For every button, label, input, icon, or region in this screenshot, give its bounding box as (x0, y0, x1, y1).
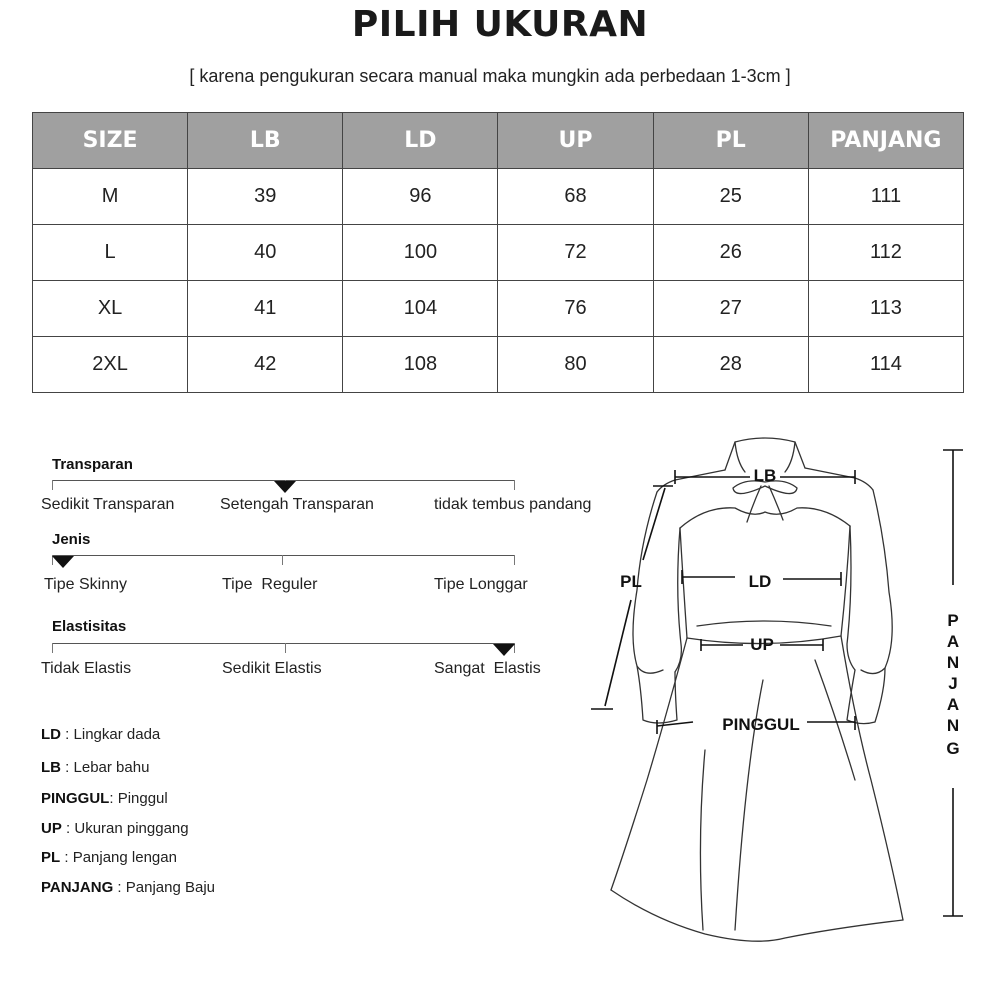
table-cell: 72 (498, 225, 653, 281)
scale-option: Sedikit Transparan (41, 496, 175, 513)
legend-abbr: PANJANG (41, 879, 114, 896)
table-cell: 39 (188, 169, 343, 225)
lb-label: LB (753, 466, 777, 485)
table-cell: 41 (188, 281, 343, 337)
size-table (32, 112, 964, 393)
table-cell: 108 (343, 337, 498, 393)
table-cell: 42 (188, 337, 343, 393)
scale-elastisitas-label: Elastisitas (52, 618, 127, 635)
legend-abbr: PL (41, 849, 61, 866)
table-cell: 2XL (33, 337, 188, 393)
scale-tick (285, 643, 286, 653)
legend-item (41, 849, 177, 866)
table-cell: 80 (498, 337, 653, 393)
table-cell: 26 (653, 225, 808, 281)
panjang-letter: N (946, 716, 960, 735)
page-title: PILIH UKURAN (351, 4, 649, 45)
scale-tick (52, 480, 53, 490)
legend-text: Lebar bahu (73, 759, 150, 776)
table-row (33, 225, 964, 281)
legend-text: Ukuran pinggang (74, 820, 189, 837)
legend-sep: : (60, 849, 73, 866)
table-row (33, 337, 964, 393)
table-cell: 112 (808, 225, 963, 281)
legend-item (41, 790, 168, 807)
legend-sep: : (61, 726, 74, 743)
scale-option: Sedikit Elastis (222, 660, 322, 677)
scale-elastisitas-line (52, 643, 515, 644)
scale-option: Tipe Skinny (44, 576, 127, 593)
legend-text: Panjang lengan (72, 849, 177, 866)
header-lb: LB (188, 113, 343, 169)
scale-jenis-label: Jenis (52, 531, 91, 548)
panjang-letter: N (946, 653, 960, 672)
table-cell: 111 (808, 169, 963, 225)
table-row (33, 169, 964, 225)
table-cell: 113 (808, 281, 963, 337)
measure-labels (620, 466, 800, 734)
scale-tick (282, 555, 283, 565)
table-cell: 25 (653, 169, 808, 225)
scale-option: Tidak Elastis (41, 660, 132, 677)
scale-option: Sangat Elastis (434, 660, 541, 677)
scale-transparan-label: Transparan (52, 456, 133, 473)
table-cell: 114 (808, 337, 963, 393)
header-panjang: PANJANG (808, 113, 963, 169)
legend-item (41, 820, 189, 837)
header-ld: LD (343, 113, 498, 169)
scale-option: Tipe Longgar (434, 576, 528, 593)
scale-tick (514, 480, 515, 490)
table-cell: 76 (498, 281, 653, 337)
legend-sep: : (61, 820, 75, 837)
up-label: UP (750, 635, 774, 654)
scale-option: tidak tembus pandang (434, 496, 592, 513)
panjang-letter: A (946, 695, 960, 714)
header-size: SIZE (33, 113, 188, 169)
measure-lines (591, 450, 963, 916)
scale-transparan-marker (274, 481, 296, 493)
table-header-row (33, 113, 964, 169)
table-cell: 96 (343, 169, 498, 225)
pl-label: PL (620, 572, 642, 591)
table-row (33, 281, 964, 337)
legend-text: Pinggul (117, 790, 168, 807)
table-cell: XL (33, 281, 188, 337)
scale-jenis-line (52, 555, 515, 556)
legend-item (41, 726, 160, 743)
panjang-letter: A (946, 632, 960, 651)
dress-outline (611, 438, 903, 941)
legend-text: Panjang Baju (125, 879, 215, 896)
scale-tick (514, 555, 515, 565)
legend-sep: : (109, 790, 118, 807)
table-cell: 100 (343, 225, 498, 281)
scale-jenis-marker (52, 556, 74, 568)
header-pl: PL (653, 113, 808, 169)
dress-diagram (585, 420, 985, 960)
legend-abbr: PINGGUL (41, 790, 110, 807)
panjang-letter: J (948, 674, 958, 693)
scale-option: Tipe Reguler (222, 576, 318, 593)
pl-line (605, 600, 631, 706)
scale-elastisitas-marker (493, 644, 515, 656)
legend-item (41, 759, 149, 776)
legend-item (41, 879, 215, 896)
header-up: UP (498, 113, 653, 169)
table-cell: 68 (498, 169, 653, 225)
ld-label: LD (748, 572, 772, 591)
legend-sep: : (113, 879, 126, 896)
legend-text: Lingkar dada (73, 726, 161, 743)
page-subtitle: [ karena pengukuran secara manual maka mungkin ada perbedaan 1-3cm ] (189, 66, 791, 86)
pl-line (643, 488, 665, 560)
legend-abbr: LD (41, 726, 61, 743)
scale-option: Setengah Transparan (220, 496, 374, 513)
legend-abbr: LB (41, 759, 61, 776)
table-cell: 28 (653, 337, 808, 393)
table-cell: 27 (653, 281, 808, 337)
table-cell: L (33, 225, 188, 281)
scale-tick (52, 643, 53, 653)
table-cell: 104 (343, 281, 498, 337)
panjang-letter: G (946, 739, 960, 758)
panjang-letter: P (947, 611, 959, 630)
table-cell: M (33, 169, 188, 225)
table-cell: 40 (188, 225, 343, 281)
legend-abbr: UP (41, 820, 62, 837)
pinggul-label: PINGGUL (722, 715, 800, 734)
panjang-vertical-label (946, 611, 959, 758)
legend-sep: : (61, 759, 74, 776)
